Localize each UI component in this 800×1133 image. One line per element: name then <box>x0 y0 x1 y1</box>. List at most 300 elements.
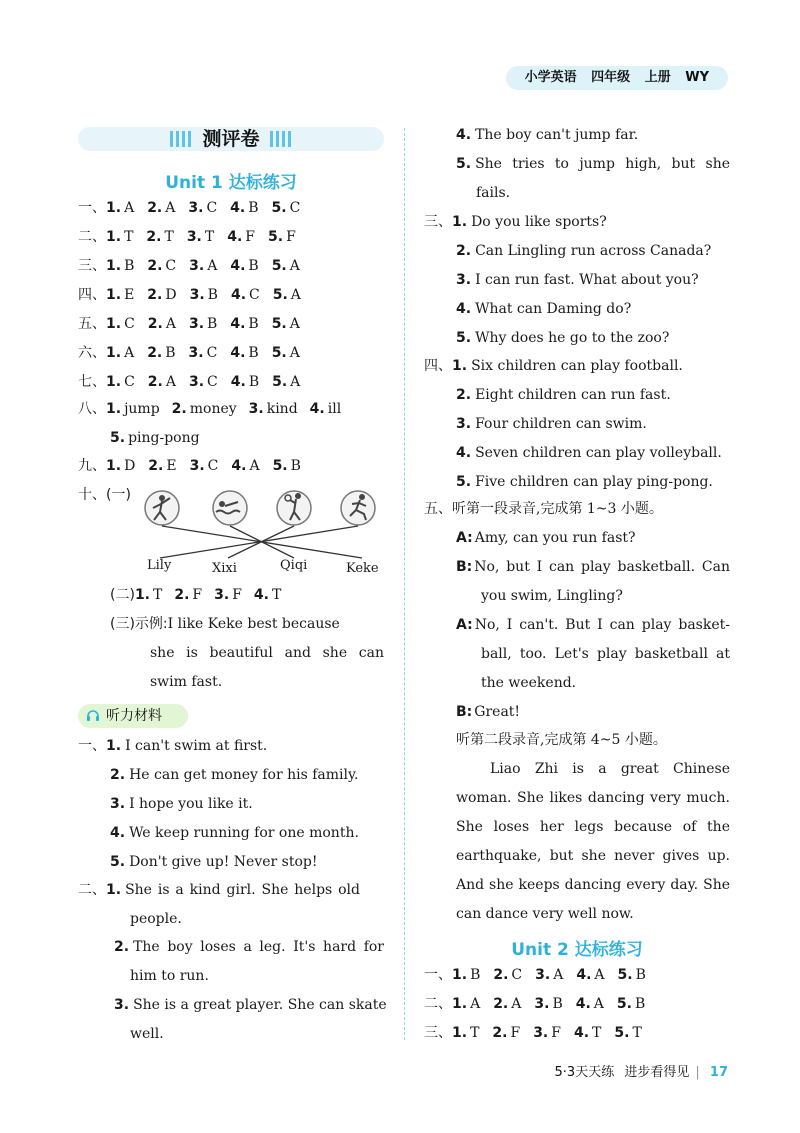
question-number: 1. <box>106 316 122 332</box>
question-number: 3. <box>114 997 130 1013</box>
row-label: 三、 <box>424 1025 452 1041</box>
grade: 四年级 <box>591 70 631 85</box>
badminton-icon <box>145 491 179 525</box>
s2-first-line <box>456 127 638 143</box>
dialogue-first <box>456 615 730 635</box>
answer-item <box>106 314 135 334</box>
answer-item <box>214 585 242 605</box>
book-tag <box>506 66 728 90</box>
question-number: 2. <box>110 767 126 783</box>
sentence: Eight children can run fast. <box>475 387 671 403</box>
answer-item <box>148 372 176 392</box>
answer-value: A <box>289 345 300 361</box>
answer-value: F <box>510 1025 521 1041</box>
question-number: 2. <box>147 258 163 274</box>
answer-value: T <box>124 229 134 245</box>
answer-item <box>106 285 134 305</box>
answer-value: B <box>248 374 260 390</box>
question-number: 1. <box>134 587 150 603</box>
running-icon <box>341 491 375 525</box>
answer-value: E <box>166 458 177 474</box>
dialogue-line <box>456 702 730 722</box>
unit1-row <box>78 285 314 305</box>
speaker: B: <box>456 559 473 575</box>
question-number: 4. <box>456 445 472 461</box>
question-number: 5. <box>456 474 472 490</box>
answer-item <box>272 256 300 276</box>
answer-item <box>106 343 134 363</box>
question-number: 4. <box>227 229 243 245</box>
answer-value: B <box>552 996 563 1012</box>
question-number: 5. <box>110 854 126 870</box>
question-number: 4. <box>576 967 592 983</box>
answer-item <box>189 314 217 334</box>
s1-line <box>110 852 318 872</box>
sentence: Why does he go to the zoo? <box>475 330 670 346</box>
sentence: She tries to jump high, but she <box>475 156 730 172</box>
answer-value: A <box>470 996 481 1012</box>
answer-value: B <box>248 258 259 274</box>
edition: WY <box>685 70 709 85</box>
question-number: 5. <box>271 200 287 216</box>
question-number: 4. <box>456 127 472 143</box>
question-number: 2. <box>456 387 472 403</box>
answer-item <box>272 314 300 334</box>
answer-item <box>190 456 219 476</box>
question-number: 2. <box>147 374 163 390</box>
row-label: 五、 <box>78 316 106 332</box>
row-label: 九、 <box>78 458 106 474</box>
dialogue-line: the weekend. <box>481 675 577 691</box>
answer-value: C <box>207 374 218 390</box>
question-number: 2. <box>493 996 509 1012</box>
listening-material-label <box>78 704 188 728</box>
answer-value: ping-pong <box>128 430 200 446</box>
answer-item <box>230 198 258 218</box>
s5-intro-2: 听第二段录音,完成第 4~5 小题。 <box>456 732 667 748</box>
sentence: Six children can play football. <box>471 358 683 374</box>
question-number: 1. <box>452 214 468 230</box>
sentence: Don't give up! Never stop! <box>129 854 318 870</box>
question-number: 1. <box>106 401 122 417</box>
question-number: 5. <box>110 430 126 446</box>
answer-item <box>189 256 217 276</box>
answer-item <box>268 227 296 247</box>
answer-value: money <box>189 401 237 417</box>
question-number: 1. <box>452 1025 468 1041</box>
question-number: 3. <box>456 272 472 288</box>
answer-value: C <box>206 200 218 216</box>
answer-value: A <box>124 200 135 216</box>
unit1-row-8 <box>78 399 353 419</box>
sentence: The boy loses a leg. It's hard for <box>133 939 384 955</box>
dialogue-line: ball, too. Let's play basketball at <box>481 646 730 662</box>
answer-value: A <box>124 345 135 361</box>
answer-value: A <box>207 258 218 274</box>
question-number: 2. <box>146 229 162 245</box>
answer-item <box>273 285 301 305</box>
sentence: Can Lingling run across Canada? <box>475 243 712 259</box>
passage-line: And she keeps dancing every day. She <box>456 877 730 893</box>
answer-item <box>272 372 300 392</box>
question-number: 3. <box>188 316 205 332</box>
sentence-continued: fails. <box>476 185 511 201</box>
sentence: What can Daming do? <box>475 301 632 317</box>
answer-value: T <box>632 1025 642 1041</box>
speaker: A: <box>456 617 473 633</box>
question-number: 4. <box>575 996 591 1012</box>
question-number: 5. <box>272 458 288 474</box>
s2-first-line <box>456 154 730 174</box>
question-number: 2. <box>147 200 163 216</box>
answer-value: D <box>124 458 136 474</box>
answer-value: B <box>124 258 135 274</box>
s2-line <box>78 880 384 900</box>
row-label: 三、 <box>78 258 106 274</box>
s2-line <box>114 937 384 957</box>
question-number: 3. <box>188 200 204 216</box>
answer-item <box>172 399 237 419</box>
question-number: 3. <box>214 587 230 603</box>
s1-line <box>110 765 359 785</box>
answer-value: A <box>165 316 176 332</box>
answer-item <box>452 994 480 1014</box>
answer-value: C <box>249 287 260 303</box>
column-divider <box>404 128 405 1040</box>
question-number: 4. <box>110 825 126 841</box>
answer-value: A <box>290 287 301 303</box>
sentence: He can get money for his family. <box>129 767 359 783</box>
utterance: Amy, can you run fast? <box>474 530 636 546</box>
utterance: Great! <box>474 704 521 720</box>
answer-item <box>231 372 259 392</box>
answer-value: T <box>204 229 215 245</box>
answer-item <box>254 585 281 605</box>
answer-value: E <box>124 287 135 303</box>
answer-item <box>174 585 202 605</box>
sentence: She is a great player. She can skate <box>133 997 387 1013</box>
question-number: 1. <box>452 967 468 983</box>
s2-first-line <box>106 880 360 900</box>
s3-line <box>456 328 669 348</box>
dialogue-line: you swim, Lingling? <box>481 588 623 604</box>
answer-item <box>493 965 522 985</box>
footer: 5·3天天练 进步看得见 | 17 <box>554 1065 728 1080</box>
s2-first-line <box>114 995 387 1015</box>
answer-item <box>272 343 300 363</box>
row-label: 四、 <box>424 358 452 374</box>
row-label: 二、 <box>78 882 106 898</box>
question-number: 4. <box>309 401 325 417</box>
row-label: 十、 <box>78 487 106 503</box>
answer-item <box>535 965 563 985</box>
s4-line <box>456 472 713 492</box>
answer-value: A <box>289 316 300 332</box>
question-number: 3. <box>188 345 204 361</box>
answer-value: T <box>592 1025 602 1041</box>
answer-value: B <box>248 345 259 361</box>
question-number: 1. <box>106 258 122 274</box>
answer-item <box>189 372 218 392</box>
dialogue-line <box>456 557 730 577</box>
answer-item <box>227 227 255 247</box>
answer-item <box>190 285 218 305</box>
question-number: 5. <box>616 996 632 1012</box>
passage-line: can dance very well now. <box>456 906 634 922</box>
s3-line <box>456 270 699 290</box>
name-qiqi: Qiqi <box>280 558 308 573</box>
answer-item <box>188 198 217 218</box>
question-number: 2. <box>147 345 163 361</box>
passage-line: Liao Zhi is a great Chinese <box>490 761 730 777</box>
answer-value: jump <box>124 401 160 417</box>
volume: 上册 <box>644 70 671 85</box>
answer-item <box>106 227 133 247</box>
unit1-row-10-label <box>78 485 131 505</box>
answer-value: A <box>289 258 300 274</box>
question-number: 1. <box>452 996 468 1012</box>
question-number: 5. <box>271 316 287 332</box>
answer-item <box>576 994 604 1014</box>
row-label: 一、 <box>78 738 106 754</box>
banner-title: 测评卷 <box>202 128 260 150</box>
question-number: 5. <box>268 229 284 245</box>
answer-item <box>147 198 175 218</box>
answer-value: T <box>153 587 163 603</box>
answer-item <box>106 399 160 419</box>
question-number: 3. <box>186 229 202 245</box>
answer-item <box>146 227 173 247</box>
answer-item <box>576 965 604 985</box>
part2-label: (二) <box>110 587 135 603</box>
answer-value: A <box>290 374 301 390</box>
answer-item <box>452 1023 479 1043</box>
question-number: 3. <box>188 374 205 390</box>
answer-item <box>230 314 258 334</box>
answer-value: D <box>165 287 177 303</box>
brand: 5·3天天练 <box>554 1065 615 1080</box>
answer-item <box>493 994 521 1014</box>
answer-item <box>189 343 218 363</box>
answer-value: A <box>553 967 564 983</box>
question-number: 4. <box>230 374 246 390</box>
question-number: 1. <box>106 345 122 361</box>
s1-line <box>110 823 359 843</box>
answer-item <box>534 994 562 1014</box>
question-number: 4. <box>456 301 472 317</box>
question-number: 3. <box>534 996 550 1012</box>
answer-value: A <box>511 996 522 1012</box>
answer-value: ill <box>327 401 342 417</box>
row-label: 三、 <box>424 214 452 230</box>
name-keke: Keke <box>346 561 379 576</box>
question-number: 4. <box>253 587 269 603</box>
answer-item <box>148 314 176 334</box>
volleyball-icon <box>277 491 311 525</box>
unit1-row <box>78 198 313 218</box>
answer-value: A <box>594 967 605 983</box>
answer-item <box>147 285 176 305</box>
row-label: 四、 <box>78 287 106 303</box>
question-number: 5. <box>617 967 633 983</box>
passage-line: woman. She likes dancing very much. <box>456 790 730 806</box>
name-xixi: Xixi <box>212 561 237 576</box>
answer-value: F <box>551 1025 561 1041</box>
match-lines <box>160 526 362 558</box>
answer-item <box>614 1023 641 1043</box>
question-number: 5. <box>272 287 288 303</box>
answer-item <box>230 343 258 363</box>
row-label: 六、 <box>78 345 106 361</box>
answer-item <box>110 428 200 448</box>
question-number: 1. <box>452 358 468 374</box>
answer-value: C <box>124 316 135 332</box>
headphones-icon <box>86 709 100 721</box>
unit1-row <box>78 227 309 247</box>
row-label: 二、 <box>78 229 106 245</box>
s4-line <box>456 385 671 405</box>
answer-value: C <box>207 458 219 474</box>
answer-value: B <box>207 316 218 332</box>
question-number: 4. <box>230 258 246 274</box>
answer-value: B <box>634 996 646 1012</box>
answer-value: F <box>286 229 296 245</box>
passage-line: She loses her legs because of the <box>456 819 730 835</box>
answer-value: B <box>248 200 259 216</box>
question-number: 3. <box>189 287 205 303</box>
answer-item <box>231 456 259 476</box>
swimming-icon <box>213 491 247 525</box>
row-label: 二、 <box>424 996 452 1012</box>
question-number: 3. <box>535 967 551 983</box>
row-label: 七、 <box>78 374 106 390</box>
sentence: Do you like sports? <box>471 214 607 230</box>
question-number: 4. <box>230 287 247 303</box>
sentence: I hope you like it. <box>129 796 253 812</box>
row-label: 五、 <box>424 501 452 517</box>
answer-item <box>106 456 135 476</box>
question-number: 5. <box>456 156 472 172</box>
question-number: 5. <box>271 258 287 274</box>
utterance: No, I can't. But I can play basket- <box>474 617 730 633</box>
question-number: 2. <box>456 243 472 259</box>
speaker: B: <box>456 704 473 720</box>
question-number: 2. <box>147 287 163 303</box>
unit1-row-10-part2 <box>110 585 293 605</box>
part1-label: (一) <box>106 487 131 503</box>
question-number: 5. <box>614 1025 630 1041</box>
dialogue-line <box>456 528 730 548</box>
answer-value: C <box>289 200 301 216</box>
answer-value: kind <box>266 401 298 417</box>
answer-value: B <box>165 345 176 361</box>
answer-value: B <box>248 316 259 332</box>
unit1-row <box>78 372 313 392</box>
answer-value: C <box>206 345 218 361</box>
answer-value: A <box>165 200 176 216</box>
question-number: 3. <box>189 458 205 474</box>
question-number: 1. <box>106 287 122 303</box>
answer-item <box>574 1023 601 1043</box>
question-number: 5. <box>272 374 288 390</box>
s5-intro-1: 听第一段录音,完成第 1~3 小题。 <box>452 501 663 517</box>
row-label: 八、 <box>78 401 106 417</box>
answer-item <box>310 399 342 419</box>
question-number: 3. <box>189 258 205 274</box>
question-number: 1. <box>106 200 122 216</box>
s2-first-line <box>114 937 384 957</box>
question-number: 2. <box>493 967 509 983</box>
answer-value: B <box>290 458 301 474</box>
s3-line <box>456 241 711 261</box>
question-number: 4. <box>230 316 246 332</box>
answer-value: B <box>470 967 481 983</box>
unit1-row-10-part3 <box>110 614 384 634</box>
question-number: 5. <box>456 330 472 346</box>
answer-item <box>230 256 258 276</box>
sentence: I can't swim at first. <box>125 738 268 754</box>
unit1-row <box>78 343 313 363</box>
unit2-row <box>424 994 658 1014</box>
sentence: Seven children can play volleyball. <box>475 445 722 461</box>
sentence: Five children can play ping-pong. <box>475 474 713 490</box>
question-number: 3. <box>248 401 264 417</box>
question-number: 3. <box>110 796 126 812</box>
listening-label-text: 听力材料 <box>106 708 162 724</box>
answer-item <box>617 994 645 1014</box>
answer-value: C <box>124 374 135 390</box>
answer-value: A <box>249 458 260 474</box>
answer-item <box>533 1023 561 1043</box>
answer-value: F <box>232 587 242 603</box>
unit1-title: Unit 1 达标练习 <box>165 173 297 193</box>
s3-line <box>424 212 607 232</box>
sentence: She is a kind girl. She helps old <box>125 882 360 898</box>
question-number: 1. <box>106 882 122 898</box>
answer-value: A <box>165 374 176 390</box>
part3-label: (三)示例: <box>110 616 168 632</box>
question-number: 4. <box>230 200 246 216</box>
answer-item <box>618 965 646 985</box>
sentence-continued: him to run. <box>130 968 209 984</box>
answer-value: T <box>164 229 174 245</box>
s1-line <box>78 736 267 756</box>
utterance: No, but I can play basketball. Can <box>474 559 730 575</box>
unit1-row-8-cont <box>110 428 200 448</box>
speaker: A: <box>456 530 473 546</box>
sentence: I can run fast. What about you? <box>475 272 699 288</box>
unit1-row <box>78 314 313 334</box>
question-number: 2. <box>147 316 163 332</box>
question-number: 4. <box>573 1025 590 1041</box>
unit1-row <box>78 256 313 276</box>
unit2-title: Unit 2 达标练习 <box>511 940 643 960</box>
sentence-continued: well. <box>130 1026 164 1042</box>
unit2-row <box>424 965 659 985</box>
question-number: 1. <box>106 738 122 754</box>
question-number: 4. <box>230 345 246 361</box>
page-number: 17 <box>709 1065 728 1080</box>
row-label: 一、 <box>424 967 452 983</box>
answer-item <box>106 198 134 218</box>
answer-value: T <box>271 587 282 603</box>
unit2-row <box>424 1023 655 1043</box>
part3-line: swim fast. <box>150 674 223 690</box>
question-number: 3. <box>533 1025 549 1041</box>
sentence: We keep running for one month. <box>129 825 359 841</box>
answer-item <box>231 285 260 305</box>
s4-line <box>424 356 683 376</box>
